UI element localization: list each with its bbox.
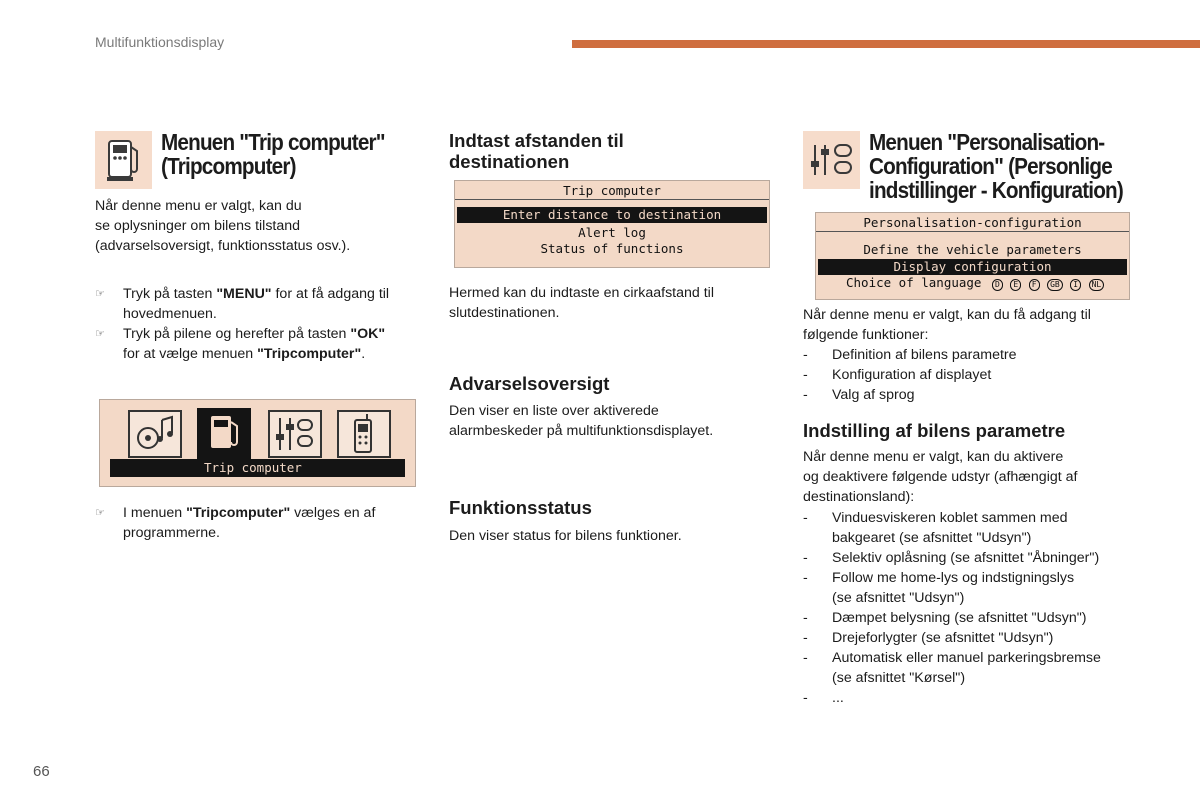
language-badge: D (992, 279, 1003, 291)
list-item: - Vinduesviskeren koblet sammen med bakgearet (se afsnittet "Udsyn") (803, 510, 1068, 546)
screen-item: Status of functions (540, 241, 684, 256)
page-number: 66 (33, 763, 50, 780)
settings-sliders-icon (268, 410, 322, 458)
list-item: - Dæmpet belysning (se afsnittet "Udsyn") (803, 610, 1087, 626)
pointing-hand-icon: ☞ (95, 328, 105, 340)
list-item: - Selektiv oplåsning (se afsnittet "Åbninger") (803, 550, 1100, 566)
screen-item: Define the vehicle parameters (863, 242, 1082, 257)
section-heading-personalisation: Menuen "Personalisation- Configuration" (Personlige indstillinger - Konfiguration) (869, 129, 1123, 203)
list-item: - Automatisk eller manuel parkeringsbremse (se afsnittet "Kørsel") (803, 650, 1101, 686)
section-heading-trip-computer: Menuen "Trip computer" (Tripcomputer) (161, 129, 385, 179)
heading-function-status: Funktionsstatus (449, 497, 592, 518)
paragraph-function-status: Den viser status for bilens funktioner. (449, 528, 682, 544)
list-personalisation-functions (803, 345, 1143, 405)
screen-item: Alert log (578, 225, 646, 240)
pointing-hand-icon: ☞ (95, 288, 105, 300)
trip-computer-screen (454, 180, 770, 268)
trip-computer-tab (197, 408, 251, 464)
screen-item-selected: Display configuration (818, 259, 1127, 275)
pointing-hand-icon: ☞ (95, 507, 105, 519)
list-item: - ... (803, 690, 844, 706)
language-badge: F (1029, 279, 1040, 291)
list-item: - Valg af sprog (803, 387, 915, 403)
media-icon (128, 410, 182, 458)
language-badge: E (1010, 279, 1021, 291)
paragraph-alert-log: Den viser en liste over aktiverede alarmbeskeder på multifunktionsdisplayet. (449, 403, 714, 439)
personalisation-screen (815, 212, 1130, 300)
screen-title: Trip computer (563, 183, 661, 198)
list-item: - Drejeforlygter (se afsnittet "Udsyn") (803, 630, 1054, 646)
list-item: - Definition af bilens parametre (803, 347, 1017, 363)
heading-enter-distance: Indtast afstanden til destinationen (449, 130, 624, 172)
settings-sliders-icon (803, 131, 860, 189)
running-header: Multifunktionsdisplay (95, 34, 225, 50)
language-badge: I (1070, 279, 1081, 291)
screen-divider (455, 199, 769, 200)
intro-paragraph: Når denne menu er valgt, kan du se oplysninger om bilens tilstand (advarselsoversigt, funktionsstatus osv.). (95, 198, 351, 254)
paragraph-personalisation: Når denne menu er valgt, kan du få adgang til følgende funktioner: (803, 307, 1091, 343)
screen-title: Personalisation-configuration (863, 215, 1082, 230)
main-menu-display (99, 399, 416, 487)
trip-computer-icon (95, 131, 152, 189)
language-badge: GB (1047, 279, 1063, 291)
paragraph-enter-distance: Hermed kan du indtaste en cirkaafstand til slutdestinationen. (449, 285, 714, 321)
paragraph-vehicle-parameters: Når denne menu er valgt, kan du aktivere og deaktivere følgende udstyr (afhængigt af destinationsland): (803, 449, 1078, 505)
phone-icon (337, 410, 391, 458)
language-badge: NL (1089, 279, 1105, 291)
screen-item-language: Choice of language D E F GB I NL (816, 275, 1129, 291)
heading-alert-log: Advarselsoversigt (449, 373, 610, 394)
screen-item-selected: Enter distance to destination (457, 207, 767, 223)
header-accent-bar (572, 40, 1200, 48)
list-item: - Konfiguration af displayet (803, 367, 992, 383)
list-item: - Follow me home-lys og indstigningslys (se afsnittet "Udsyn") (803, 570, 1075, 606)
main-menu-selected-label: Trip computer (110, 459, 405, 477)
heading-vehicle-parameters: Indstilling af bilens parametre (803, 420, 1066, 441)
screen-divider (816, 231, 1129, 232)
list-vehicle-parameters (803, 508, 1163, 708)
